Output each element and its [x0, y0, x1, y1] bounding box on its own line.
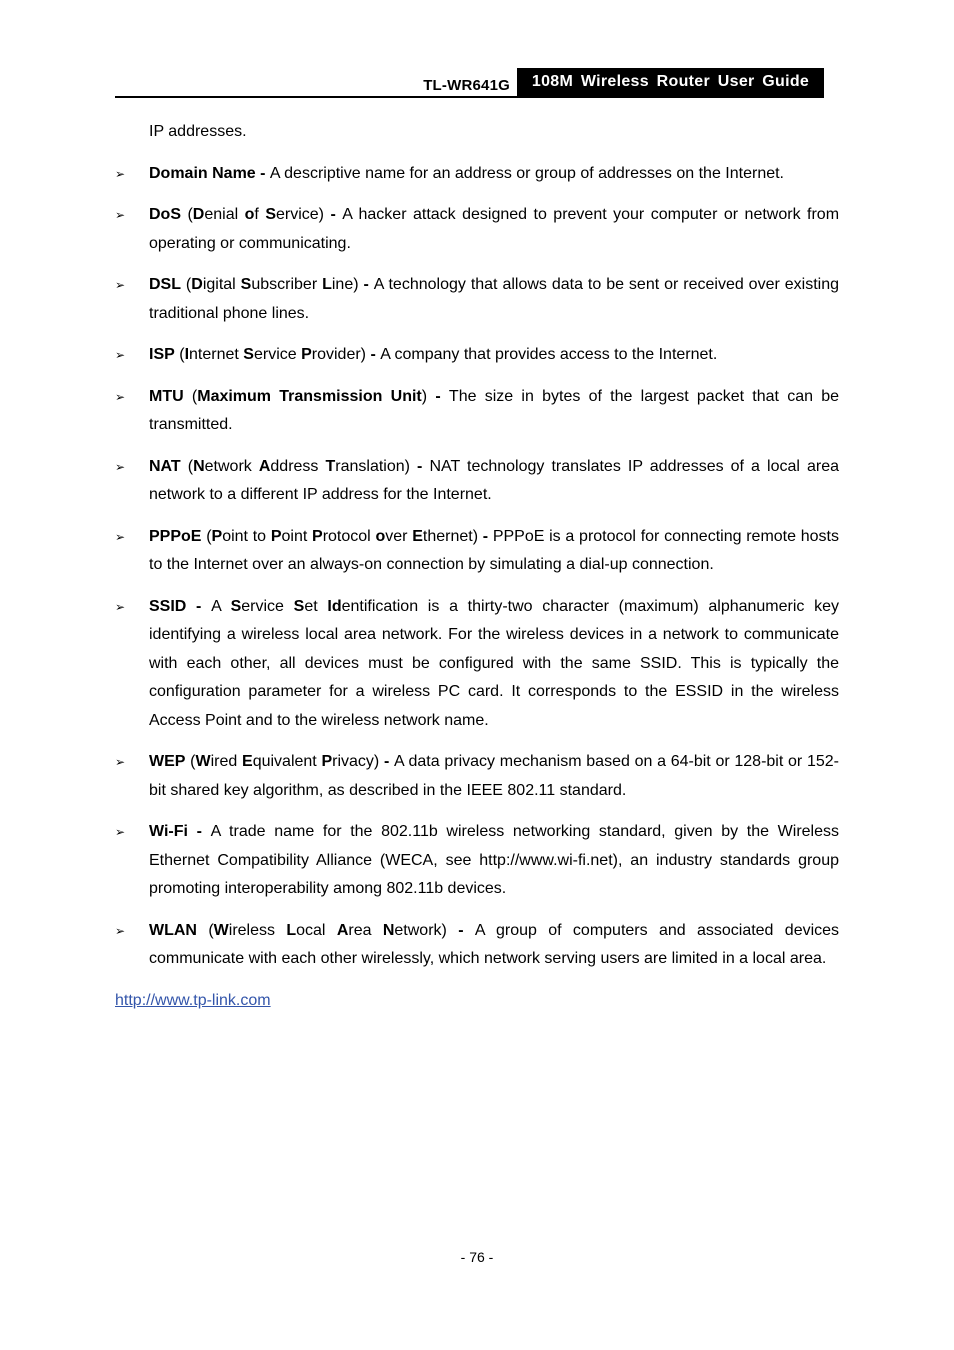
- definition-text: NAT technology translates IP addresses of a local area network to a different IP address for the Internet.: [149, 457, 839, 503]
- definition-text: ervice): [275, 206, 331, 223]
- definition-text: etwork): [394, 921, 459, 939]
- bullet-arrow-icon: ➢: [115, 166, 126, 181]
- term-bold-text: P: [211, 527, 223, 545]
- definition-text: oint: [281, 527, 313, 545]
- definition-text: A hacker attack designed to prevent your computer or network from operating or communicating.: [149, 206, 840, 252]
- definition-text: ervice: [241, 597, 294, 615]
- definition-text: A trade name for the 802.11b wireless networking standard, given by the Wireless Ethernet Compatibility Alliance (WECA, see http://www.wi-fi.net), an industry standards group promoting interoperability among 802.11b devices.: [149, 823, 839, 897]
- bullet-arrow-icon: ➢: [115, 278, 126, 292]
- glossary-list: [115, 160, 839, 974]
- definition-text: (: [183, 387, 198, 405]
- term-bold-text: P: [301, 346, 312, 363]
- glossary-content: [115, 118, 839, 1015]
- guide-title: 108M Wireless Router User Guide: [517, 68, 824, 96]
- term-bold-text: o: [244, 206, 255, 223]
- definition-text: (: [180, 457, 194, 475]
- definition-text: A: [211, 597, 231, 615]
- glossary-item: [115, 917, 839, 974]
- term-bold-text: Id: [327, 597, 342, 615]
- term-bold-text: o: [375, 527, 386, 545]
- glossary-item: [115, 160, 839, 189]
- definition-text: (: [181, 276, 192, 293]
- definition-text: etwork: [204, 457, 259, 475]
- page-number: - 76 -: [460, 1249, 494, 1265]
- definition-text: (: [174, 346, 185, 363]
- definition-text: (: [185, 753, 196, 770]
- definition-text: ): [421, 387, 436, 405]
- continued-text: IP addresses.: [149, 123, 247, 140]
- term-bold-text: PPPoE: [149, 527, 202, 545]
- bullet-arrow-icon: ➢: [115, 755, 126, 769]
- definition-text: igital: [202, 276, 241, 293]
- definition-text: rea: [348, 921, 383, 939]
- bullet-arrow-icon: ➢: [115, 529, 126, 544]
- term-bold-text: NAT: [149, 457, 181, 475]
- term-bold-text: E: [412, 527, 423, 545]
- term-bold-text: P: [312, 527, 323, 545]
- definition-text: ine): [331, 276, 364, 293]
- definition-text: A data privacy mechanism based on a 64-bit or 128-bit or 152-bit shared key algorithm, as described in the IEEE 802.11 standard.: [149, 753, 839, 799]
- term-bold-text: ISP: [149, 346, 175, 363]
- definition-text: (: [201, 527, 212, 545]
- bullet-arrow-icon: ➢: [115, 599, 126, 614]
- definition-text: thernet): [422, 527, 483, 545]
- term-bold-text: WEP: [149, 753, 186, 770]
- glossary-item: [115, 383, 839, 440]
- definition-text: The size in bytes of the largest packet that can be transmitted.: [149, 387, 840, 433]
- definition-text: A technology that allows data to be sent or received over existing traditional phone lines.: [149, 276, 839, 322]
- definition-text: A company that provides access to the Internet.: [380, 346, 718, 363]
- term-bold-text: SSID -: [149, 597, 212, 615]
- definition-text: ubscriber: [251, 276, 323, 293]
- term-bold-text: Domain Name -: [149, 164, 270, 182]
- term-bold-text: DSL: [149, 276, 181, 293]
- bullet-arrow-icon: ➢: [115, 459, 126, 474]
- term-bold-text: -: [435, 387, 449, 405]
- glossary-item: [115, 201, 839, 258]
- definition-text: (: [181, 206, 193, 223]
- term-bold-text: -: [417, 457, 430, 475]
- definition-text: quivalent: [252, 753, 322, 770]
- term-bold-text: N: [193, 457, 205, 475]
- definition-text: rivacy): [332, 753, 384, 770]
- page-header: [115, 68, 824, 98]
- term-bold-text: Maximum Transmission Unit: [197, 387, 422, 405]
- term-bold-text: Wi-Fi -: [149, 823, 211, 840]
- bullet-arrow-icon: ➢: [115, 825, 126, 839]
- definition-text: rotocol: [322, 527, 376, 545]
- definition-text: f: [254, 206, 266, 223]
- glossary-item: [115, 523, 839, 580]
- definition-text: A descriptive name for an address or group of addresses on the Internet.: [269, 164, 784, 182]
- glossary-item: [115, 748, 839, 805]
- term-bold-text: W: [195, 753, 211, 770]
- definition-text: ver: [385, 527, 413, 545]
- definition-text: rovider): [311, 346, 371, 363]
- bullet-arrow-icon: ➢: [115, 923, 126, 938]
- glossary-item: [115, 271, 839, 328]
- bullet-arrow-icon: ➢: [115, 208, 126, 222]
- term-bold-text: D: [192, 206, 205, 223]
- term-bold-text: S: [293, 597, 305, 615]
- bullet-arrow-icon: ➢: [115, 348, 126, 362]
- term-bold-text: WLAN: [149, 921, 197, 939]
- definition-text: ervice: [253, 346, 302, 363]
- definition-text: enial: [204, 206, 245, 223]
- definition-text: (: [196, 921, 214, 939]
- term-bold-text: W: [213, 921, 229, 939]
- definition-text: ireless: [228, 921, 287, 939]
- definition-text: A group of computers and associated devices communicate with each other wirelessly, which network serving users are limited in a local area.: [149, 921, 840, 967]
- term-bold-text: S: [240, 276, 252, 293]
- term-bold-text: -: [330, 206, 343, 223]
- tp-link-website-link[interactable]: http://www.tp-link.com: [115, 991, 271, 1009]
- glossary-item: [115, 341, 839, 370]
- definition-text: ranslation): [335, 457, 418, 475]
- term-bold-text: -: [458, 921, 475, 939]
- term-bold-text: S: [230, 597, 242, 615]
- term-bold-text: S: [265, 206, 276, 223]
- term-bold-text: E: [242, 753, 253, 770]
- term-bold-text: A: [336, 921, 349, 939]
- glossary-item: [115, 593, 839, 736]
- term-bold-text: P: [321, 753, 333, 770]
- term-bold-text: I: [184, 346, 190, 363]
- definition-text: nternet: [189, 346, 244, 363]
- term-bold-text: A: [258, 457, 271, 475]
- definition-text: ired: [210, 753, 243, 770]
- header-divider: [115, 96, 824, 98]
- term-bold-text: P: [270, 527, 282, 545]
- term-bold-text: -: [482, 527, 493, 545]
- term-bold-text: -: [370, 346, 381, 363]
- term-bold-text: -: [383, 753, 394, 770]
- definition-text: ddress: [270, 457, 326, 475]
- bullet-arrow-icon: ➢: [115, 389, 126, 404]
- term-bold-text: DoS: [149, 206, 181, 223]
- term-bold-text: MTU: [149, 387, 184, 405]
- term-bold-text: -: [363, 276, 374, 293]
- definition-text: oint to: [222, 527, 271, 545]
- term-bold-text: T: [325, 457, 336, 475]
- term-bold-text: N: [382, 921, 395, 939]
- glossary-item: [115, 453, 839, 510]
- term-bold-text: L: [322, 276, 332, 293]
- glossary-item: [115, 818, 839, 904]
- term-bold-text: S: [243, 346, 254, 363]
- definition-text: ocal: [296, 921, 337, 939]
- definition-text: PPPoE is a protocol for connecting remote hosts to the Internet over an always-on connection by simulating a dial-up connection.: [149, 527, 839, 573]
- term-bold-text: L: [286, 921, 297, 939]
- product-model: TL-WR641G: [423, 77, 510, 94]
- definition-text: et: [304, 597, 328, 615]
- term-bold-text: D: [191, 276, 203, 293]
- definition-text: entification is a thirty-two character (maximum) alphanumeric key identifying a wireless local area network. For the wireless devices in a network to communicate with each other, all devices must be configured with the same SSID. This is typically the configuration parameter for a wireless PC card. It corresponds to the ESSID in the wireless Access Point and to the wireless network name.: [149, 597, 840, 729]
